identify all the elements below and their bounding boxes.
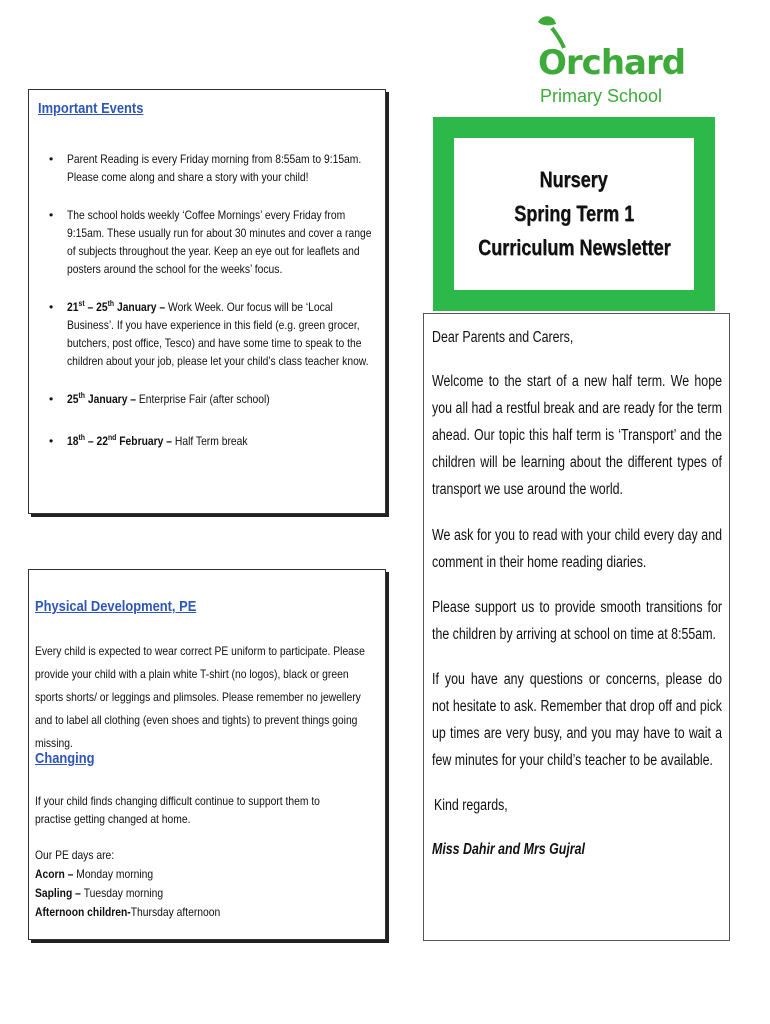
pe-days-intro: Our PE days are:	[35, 848, 115, 862]
newsletter-title	[454, 138, 694, 290]
list-item	[45, 150, 375, 186]
logo-wordmark: Orchard	[538, 43, 686, 83]
parents-letter-panel	[423, 313, 730, 941]
letter-signature: Miss Dahir and Mrs Gujral	[432, 841, 585, 858]
event-text: The school holds weekly ‘Coffee Mornings’ every Friday from 9:15am. These usually run for about 30 minutes and cover a range of subjects throughout the year. Keep an eye out for leaflets and posters around the school for the weeks’ focus.	[67, 208, 372, 276]
pe-days	[35, 846, 335, 922]
bullet-icon: •	[49, 392, 54, 406]
list-item	[45, 390, 375, 408]
pe-text: Every child is expected to wear correct PE uniform to participate. Please provide your child with a plain white T-shirt (no logos), black or green sports shorts/ or leggings and plimsoles. Please remember no jewellery and to label all clothing (even shoes and tights) to prevent things going missing.	[35, 644, 365, 750]
changing-text: If your child finds changing difficult continue to support them to practise getting changed at home.	[35, 794, 320, 826]
pe-panel	[28, 569, 386, 940]
letter-paragraph: Welcome to the start of a new half term. We hope you all had a restful break and are ready for the term ahead. Our topic this half term is ‘Transport’ and the children will be learning about the different types of transport we use around the world.	[432, 373, 722, 498]
event-text: 21st – 25th January – Work Week. Our focus will be ‘Local Business’. If you have experience in this field (e.g. green grocer, butchers, post office, Tesco) and have some time to speak to the children about your job, please let your child’s class teacher know.	[67, 299, 369, 368]
bullet-icon: •	[49, 208, 54, 222]
title-line: Spring Term 1	[514, 201, 634, 226]
event-text: 18th – 22nd February – Half Term break	[67, 433, 248, 448]
list-item	[45, 432, 375, 450]
letter-signoff: Kind regards,	[434, 797, 508, 814]
pe-heading: Physical Development, PE	[35, 598, 197, 615]
school-logo	[520, 8, 686, 108]
letter-paragraph: Please support us to provide smooth transitions for the children by arriving at school on time at 8:55am.	[432, 599, 722, 643]
list-item	[45, 298, 375, 370]
list-item	[45, 206, 375, 278]
title-line: Nursery	[539, 167, 609, 192]
events-list	[45, 150, 375, 464]
bullet-icon: •	[49, 152, 54, 166]
pe-day-row: Acorn – Monday morning	[35, 867, 154, 881]
events-heading: Important Events	[38, 100, 144, 117]
title-line: Curriculum Newsletter	[477, 235, 671, 260]
pe-day-row: Sapling – Tuesday morning	[35, 886, 164, 900]
letter-paragraph: We ask for you to read with your child every day and comment in their home reading diaries.	[432, 527, 722, 571]
newsletter-title-frame	[433, 117, 715, 311]
event-text: Parent Reading is every Friday morning from 8:55am to 9:15am. Please come along and share a story with your child!	[67, 152, 362, 184]
letter-greeting: Dear Parents and Carers,	[432, 329, 574, 346]
bullet-icon: •	[49, 300, 54, 314]
important-events-panel	[28, 89, 386, 514]
changing-heading: Changing	[35, 750, 95, 767]
logo-subtitle: Primary School	[540, 86, 663, 106]
pe-day-row: Afternoon children-Thursday afternoon	[35, 905, 221, 919]
bullet-icon: •	[49, 434, 54, 448]
event-text: 25th January – Enterprise Fair (after school)	[67, 391, 270, 406]
letter-paragraph: If you have any questions or concerns, please do not hesitate to ask. Remember that drop off and pick up times are very busy, and you may have to wait a few minutes for your child’s teacher to be available.	[432, 671, 722, 769]
